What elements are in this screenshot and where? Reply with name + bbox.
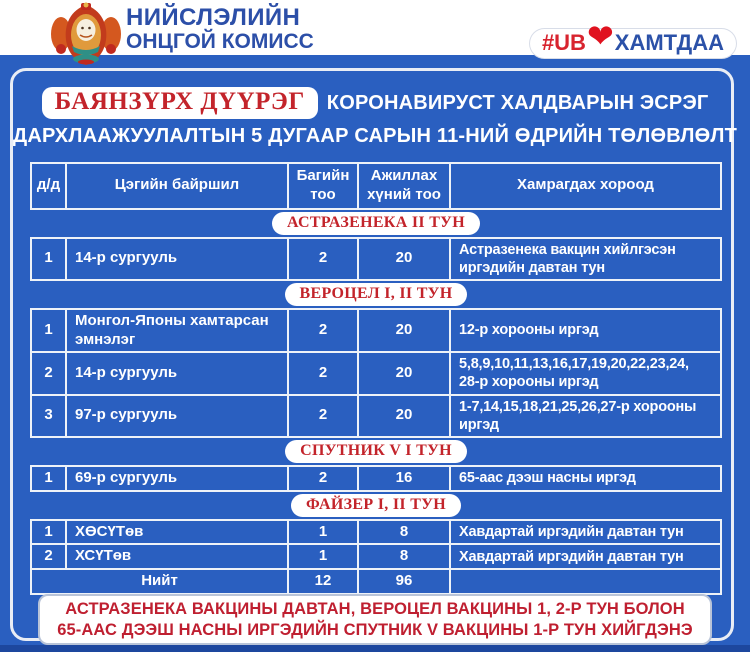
total-teams-cell: 12 bbox=[288, 569, 358, 594]
location-cell: ХСҮТөв bbox=[66, 544, 288, 569]
organization-name bbox=[126, 6, 314, 53]
row-number-cell: 3 bbox=[31, 395, 66, 437]
vaccine-section-cell bbox=[31, 437, 721, 466]
table-row bbox=[31, 544, 721, 569]
footer-banner-line1: АСТРАЗЕНЕКА ВАКЦИНЫ ДАВТАН, ВЕРОЦЕЛ ВАКЦИНЫ 1, 2-Р ТУН БОЛОН bbox=[65, 600, 685, 618]
vaccine-section-row bbox=[31, 209, 721, 238]
footer-banner-line2: 65-ААС ДЭЭШ НАСНЫ ИРГЭДИЙН СПУТНИК V ВАКЦИНЫ 1-Р ТУН ХИЙГДЭНЭ bbox=[57, 620, 693, 639]
header-band bbox=[0, 0, 750, 55]
table-header-row bbox=[31, 163, 721, 209]
vaccine-section-cell bbox=[31, 491, 721, 520]
vaccine-section-row bbox=[31, 491, 721, 520]
staff-count-cell: 20 bbox=[358, 395, 450, 437]
team-count-cell: 2 bbox=[288, 466, 358, 491]
khoroo-coverage-cell: 12-р хорооны иргэд bbox=[450, 309, 721, 353]
title-line2: ДАРХЛААЖУУЛАЛТЫН 5 ДУГААР САРЫН 11-НИЙ ӨДРИЙН ТӨЛӨВЛӨЛТ bbox=[12, 125, 738, 147]
emblem-graphic bbox=[50, 2, 122, 66]
hashtag-badge bbox=[530, 18, 736, 58]
staff-count-cell: 8 bbox=[358, 520, 450, 545]
page-title bbox=[0, 87, 750, 148]
total-empty-cell bbox=[450, 569, 721, 594]
capital-emblem-logo bbox=[50, 2, 122, 66]
total-people-cell: 96 bbox=[358, 569, 450, 594]
column-header: Багийн тоо bbox=[288, 163, 358, 209]
district-badge: БАЯНЗҮРХ ДҮҮРЭГ bbox=[42, 87, 318, 119]
vaccine-section-pill: ВЕРОЦЕЛ I, II ТУН bbox=[285, 283, 468, 306]
content-area bbox=[0, 55, 750, 652]
staff-count-cell: 20 bbox=[358, 309, 450, 353]
org-name-line1: НИЙСЛЭЛИЙН bbox=[126, 4, 301, 31]
staff-count-cell: 16 bbox=[358, 466, 450, 491]
table-row bbox=[31, 466, 721, 491]
khoroo-coverage-cell: 5,8,9,10,11,13,16,17,19,20,22,23,24, 28-р хорооны иргэд bbox=[450, 352, 721, 394]
org-name-line2: ОНЦГОЙ КОМИСС bbox=[126, 29, 314, 53]
table-row bbox=[31, 520, 721, 545]
staff-count-cell: 20 bbox=[358, 238, 450, 280]
khoroo-coverage-cell: Хавдартай иргэдийн давтан тун bbox=[450, 520, 721, 545]
team-count-cell: 2 bbox=[288, 352, 358, 394]
total-label-cell: Нийт bbox=[31, 569, 288, 594]
total-row bbox=[31, 569, 721, 594]
team-count-cell: 2 bbox=[288, 238, 358, 280]
table-row bbox=[31, 309, 721, 353]
team-count-cell: 1 bbox=[288, 544, 358, 569]
staff-count-cell: 8 bbox=[358, 544, 450, 569]
vaccine-section-row bbox=[31, 437, 721, 466]
location-cell: 97-р сургууль bbox=[66, 395, 288, 437]
row-number-cell: 1 bbox=[31, 238, 66, 280]
team-count-cell: 1 bbox=[288, 520, 358, 545]
khoroo-coverage-cell: Хавдартай иргэдийн давтан тун bbox=[450, 544, 721, 569]
staff-count-cell: 20 bbox=[358, 352, 450, 394]
khoroo-coverage-cell: 65-аас дээш насны иргэд bbox=[450, 466, 721, 491]
location-cell: 14-р сургууль bbox=[66, 238, 288, 280]
location-cell: 14-р сургууль bbox=[66, 352, 288, 394]
vaccine-section-row bbox=[31, 280, 721, 309]
team-count-cell: 2 bbox=[288, 395, 358, 437]
heart-icon: ❤ bbox=[586, 18, 614, 55]
khoroo-coverage-cell: 1-7,14,15,18,21,25,26,27-р хорооны иргэд bbox=[450, 395, 721, 437]
team-count-cell: 2 bbox=[288, 309, 358, 353]
location-cell: 69-р сургууль bbox=[66, 466, 288, 491]
vaccine-section-cell bbox=[31, 209, 721, 238]
row-number-cell: 2 bbox=[31, 544, 66, 569]
vaccine-section-pill: СПУТНИК V I ТУН bbox=[285, 440, 467, 463]
column-header: д/д bbox=[31, 163, 66, 209]
vaccination-schedule-table bbox=[30, 162, 722, 595]
row-number-cell: 1 bbox=[31, 466, 66, 491]
bottom-strip bbox=[0, 645, 750, 652]
hashtag-suffix: ХАМТДАА bbox=[614, 30, 724, 55]
row-number-cell: 1 bbox=[31, 520, 66, 545]
row-number-cell: 1 bbox=[31, 309, 66, 353]
vaccine-section-cell bbox=[31, 280, 721, 309]
title-line1 bbox=[0, 87, 750, 119]
column-header: Цэгийн байршил bbox=[66, 163, 288, 209]
footer-banner bbox=[38, 594, 712, 645]
table-row bbox=[31, 395, 721, 437]
table-row bbox=[31, 352, 721, 394]
table-row bbox=[31, 238, 721, 280]
location-cell: Монгол-Японы хамтарсан эмнэлэг bbox=[66, 309, 288, 353]
column-header: Ажиллах хүний тоо bbox=[358, 163, 450, 209]
hashtag-prefix: #UB bbox=[541, 30, 586, 55]
title-line1-text: КОРОНАВИРУСТ ХАЛДВАРЫН ЭСРЭГ bbox=[326, 91, 709, 114]
location-cell: ХӨСҮТөв bbox=[66, 520, 288, 545]
row-number-cell: 2 bbox=[31, 352, 66, 394]
vaccine-section-pill: ФАЙЗЕР I, II ТУН bbox=[291, 494, 461, 517]
schedule-table-wrap bbox=[30, 162, 720, 595]
vaccine-section-pill: АСТРАЗЕНЕКА II ТУН bbox=[272, 212, 480, 235]
column-header: Хамрагдах хороод bbox=[450, 163, 721, 209]
khoroo-coverage-cell: Астразенека вакцин хийлгэсэн иргэдийн давтан тун bbox=[450, 238, 721, 280]
